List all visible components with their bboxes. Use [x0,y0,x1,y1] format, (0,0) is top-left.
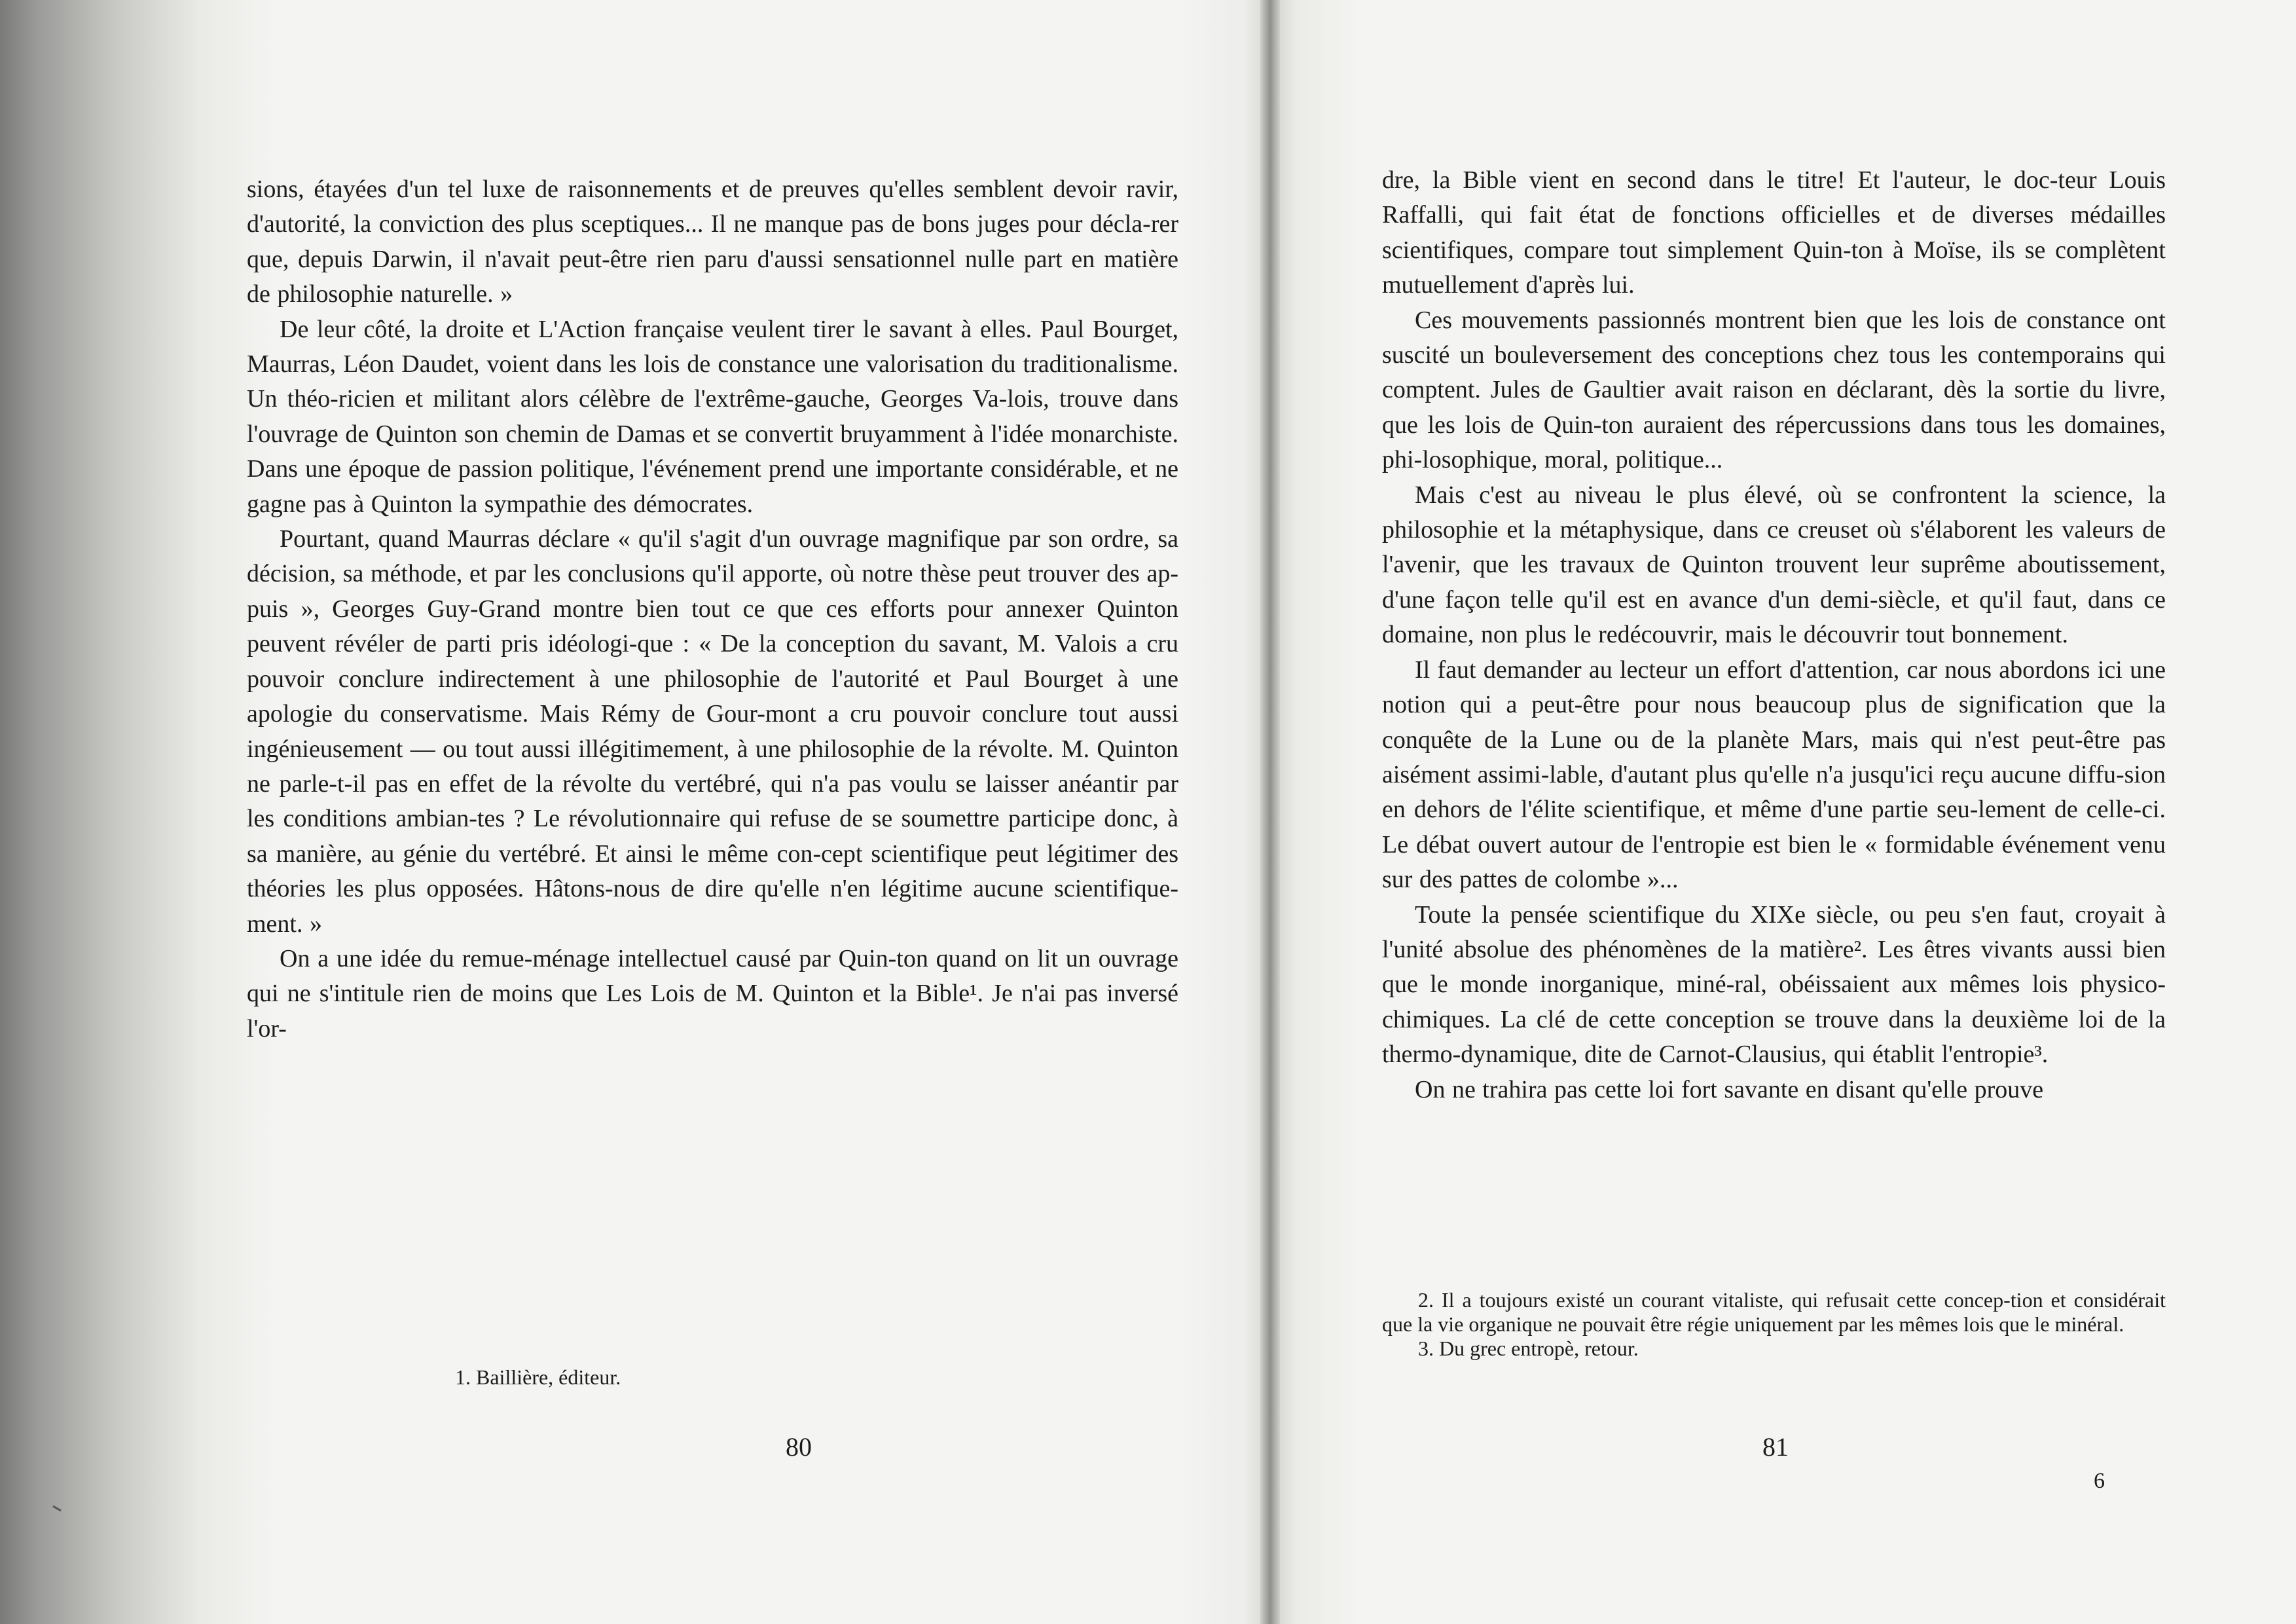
right-page-footnotes [1382,1288,2166,1361]
footnote-3: 3. Du grec entropè, retour. [1418,1337,1639,1360]
left-paragraph-2: De leur côté, la droite et L'Action française veulent tirer le savant à elles. Paul Bourget, Maurras, Léon Daudet, voient dans les lois de constance une valorisation du traditionalisme. Un théo-ricien et militant alors célèbre de l'extrême-gauche, Georges Va-lois, trouve dans l'ouvrage de Quinton son chemin de Damas et se convertit bruyamment à l'idée monarchiste. Dans une époque de passion politique, l'événement prend une importante considérable, et ne gagne pas à Quinton la sympathie des démocrates. [247,315,1178,518]
right-paragraph-3: Mais c'est au niveau le plus élevé, où se confrontent la science, la philosophie et la métaphysique, dans ce creuset où s'élaborent les valeurs de l'avenir, que les travaux de Quinton trouvent leur suprême aboutissement, d'une façon telle qu'il est en avance d'un demi-siècle, et qu'il faut, dans ce domaine, non plus le redécouvrir, mais le découvrir tout bonnement. [1382,481,2166,649]
left-page-footnotes [455,1365,979,1390]
left-page-number: 80 [786,1432,812,1462]
left-paragraph-3: Pourtant, quand Maurras déclare « qu'il s'agit d'un ouvrage magnifique par son ordre, sa décision, sa méthode, et par les conclusions qu'il apporte, où notre thèse peut trouver des ap-puis », Georges Guy-Grand montre bien tout ce que ces efforts pour annexer Quinton peuvent révéler de parti pris idéologi-que : « De la conception du savant, M. Valois a cru pouvoir conclure indirectement à une philosophie de l'autorité et Paul Bourget à une apologie du conservatisme. Mais Rémy de Gour-mont a cru pouvoir conclure tout aussi ingénieusement — ou tout aussi illégitimement, à une philosophie de la révolte. M. Quinton ne parle-t-il pas en effet de la révolte du vertébré, qui n'a pas voulu se laisser anéantir par les conditions ambian-tes ? Le révolutionnaire qui refuse de se soumettre participe donc, à sa manière, au génie du vertébré. Et ainsi le même con-cept scientifique peut légitimer des théories les plus opposées. Hâtons-nous de dire qu'elle n'en légitime aucune scientifique-ment. » [247,525,1178,938]
left-paragraph-1: sions, étayées d'un tel luxe de raisonnements et de preuves qu'elles semblent devoir ravir, d'autorité, la conviction des plus sceptiques... Il ne manque pas de bons juges pour décla-rer que, depuis Darwin, il n'avait peut-être rien paru d'aussi sensationnel nulle part en matière de philosophie naturelle. » [247,175,1178,308]
right-paragraph-6: On ne trahira pas cette loi fort savante en disant qu'elle prouve [1415,1075,2044,1103]
signature-mark: 6 [2094,1469,2105,1493]
footnote-2: 2. Il a toujours existé un courant vitaliste, qui refusait cette concep-tion et considérait que la vie organique ne pouvait être régie uniquement par les mêmes lois que le minéral. [1382,1288,2166,1336]
footnote-1: 1. Baillière, éditeur. [455,1365,621,1389]
left-page-body [247,172,1178,1046]
right-page-body [1382,163,2166,1107]
right-paragraph-1: dre, la Bible vient en second dans le titre! Et l'auteur, le doc-teur Louis Raffalli, qui fait état de fonctions officielles et de diverses médailles scientifiques, compare tout simplement Quin-ton à Moïse, ils se complètent mutuellement d'après lui. [1382,166,2166,299]
right-paragraph-2: Ces mouvements passionnés montrent bien que les lois de constance ont suscité un bouleversement des conceptions chez tous les contemporains qui comptent. Jules de Gaultier avait raison en déclarant, dès la sortie du livre, que les lois de Quin-ton auraient des répercussions dans tous les domaines, phi-losophique, moral, politique... [1382,306,2166,474]
book-gutter [1260,0,1280,1624]
right-paragraph-5: Toute la pensée scientifique du XIXe siècle, ou peu s'en faut, croyait à l'unité absolue des phénomènes de la matière². Les êtres vivants aussi bien que le monde inorganique, miné-ral, obéissaient aux mêmes lois physico-chimiques. La clé de cette conception se trouve dans la deuxième loi de la thermo-dynamique, dite de Carnot-Clausius, qui établit l'entropie³. [1382,900,2166,1069]
right-paragraph-4: Il faut demander au lecteur un effort d'attention, car nous abordons ici une notion qui a peut-être pour nous beaucoup plus de signification que la conquête de la Lune ou de la planète Mars, mais qui n'est peut-être pas aisément assimi-lable, d'autant plus qu'elle n'a jusqu'ici reçu aucune diffu-sion en dehors de l'élite scientifique, et même d'une partie seu-lement de celle-ci. Le débat ouvert autour de l'entropie est bien le « formidable événement venu sur des pattes de colombe »... [1382,655,2166,894]
left-paragraph-4: On a une idée du remue-ménage intellectuel causé par Quin-ton quand on lit un ouvrage qui ne s'intitule rien de moins que Les Lois de M. Quinton et la Bible¹. Je n'ai pas inversé l'or- [247,944,1178,1043]
right-page-number: 81 [1762,1432,1789,1462]
page-edges-shadow [0,0,196,1624]
